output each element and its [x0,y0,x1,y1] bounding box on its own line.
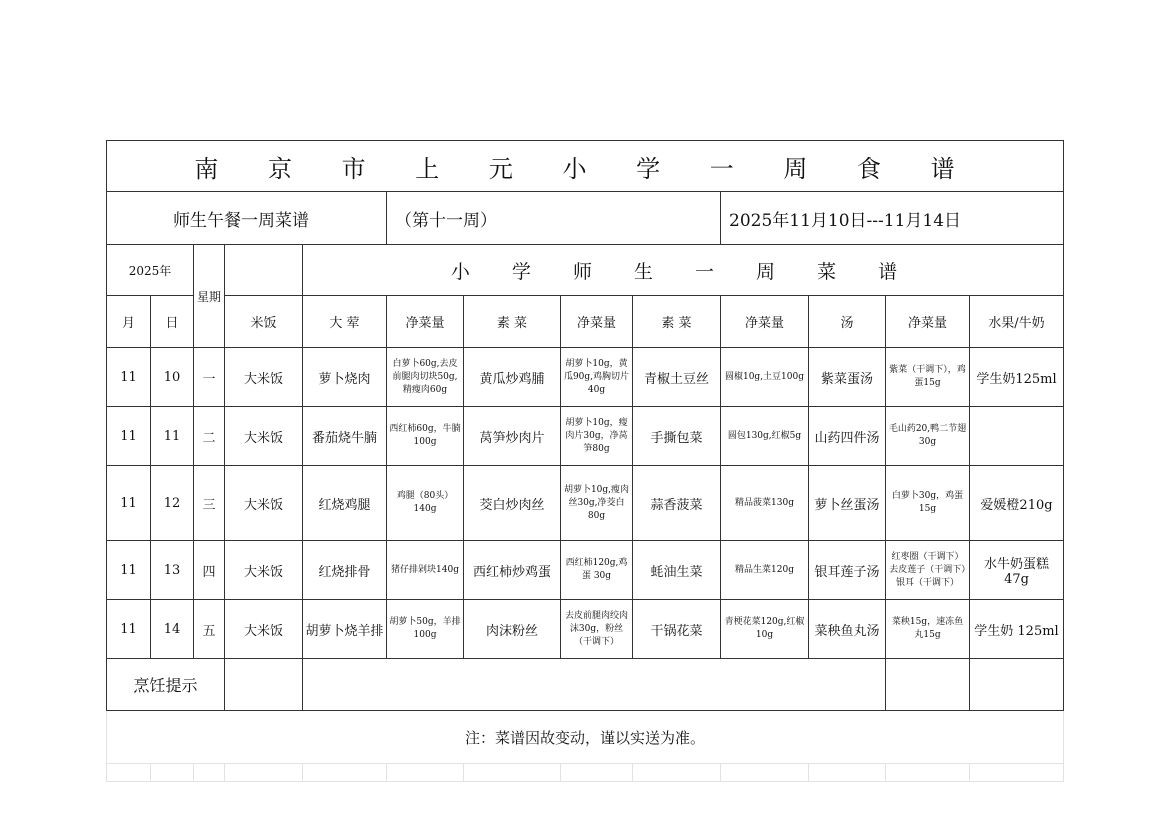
cell-soup-net: 白萝卜30g，鸡蛋15g [886,466,970,541]
cell-soup: 山药四件汤 [809,407,886,466]
cell-rice: 大米饭 [225,407,303,466]
year-label: 2025年 [107,245,194,296]
header-veg-2: 素 菜 [633,296,721,348]
cooking-tip-blank [886,659,970,711]
cell-veg-2-net: 圆椒10g,土豆100g [721,348,809,407]
blank-header-cell [225,245,303,296]
cell-veg-1-net: 胡萝卜10g,瘦肉丝30g,净茭白80g [561,466,633,541]
cell-rice: 大米饭 [225,541,303,600]
cell-day: 11 [151,407,194,466]
cooking-tip-blank [970,659,1064,711]
cell-veg-2: 干锅花菜 [633,600,721,659]
weekday-header: 星期 [194,245,225,348]
table-row [107,407,1064,466]
cell-fruit: 爱媛橙210g [970,466,1064,541]
cell-meat: 胡萝卜烧羊排 [303,600,387,659]
cell-veg-1: 肉沫粉丝 [464,600,561,659]
cooking-tip-blank [225,659,303,711]
cell-soup: 萝卜丝蛋汤 [809,466,886,541]
cell-day: 14 [151,600,194,659]
cell-month: 11 [107,541,151,600]
table-row [107,348,1064,407]
cell-veg-2: 蚝油生菜 [633,541,721,600]
cell-rice: 大米饭 [225,600,303,659]
cell-veg-1-net: 胡萝卜10g，瘦肉片30g，净莴笋80g [561,407,633,466]
cell-soup-net: 红枣圈（干调下）去皮莲子（干调下）银耳（干调下） [886,541,970,600]
table-row [107,466,1064,541]
cell-soup-net: 毛山药20,鸭二节翅30g [886,407,970,466]
cell-meat: 萝卜烧肉 [303,348,387,407]
cell-soup-net: 紫菜（干调下），鸡蛋15g [886,348,970,407]
cell-veg-2-net: 精品生菜120g [721,541,809,600]
cell-month: 11 [107,407,151,466]
cell-soup-net: 菜秧15g，速冻鱼丸15g [886,600,970,659]
cell-meat-net: 白萝卜60g,去皮前腿肉切块50g,精瘦肉60g [387,348,464,407]
cell-soup: 银耳莲子汤 [809,541,886,600]
header-soup: 汤 [809,296,886,348]
cell-veg-2-net: 精品菠菜130g [721,466,809,541]
table-row [107,541,1064,600]
table-row [107,600,1064,659]
cell-veg-1: 茭白炒肉丝 [464,466,561,541]
cell-veg-1: 西红柿炒鸡蛋 [464,541,561,600]
subtitle-date-range: 2025年11月10日---11月14日 [721,192,1064,245]
cell-fruit [970,407,1064,466]
cell-meat: 番茄烧牛腩 [303,407,387,466]
section-title: 小 学 师 生 一 周 菜 谱 [303,245,1064,296]
header-veg-1: 素 菜 [464,296,561,348]
cell-meat: 红烧鸡腿 [303,466,387,541]
cell-veg-2-net: 青梗花菜120g,红椒10g [721,600,809,659]
cell-veg-1-net: 胡萝卜10g，黄瓜90g,鸡胸切片40g [561,348,633,407]
cell-meat-net: 胡萝卜50g，羊排100g [387,600,464,659]
cell-day: 13 [151,541,194,600]
cell-veg-1: 莴笋炒肉片 [464,407,561,466]
cell-month: 11 [107,466,151,541]
cell-soup: 菜秧鱼丸汤 [809,600,886,659]
cell-soup: 紫菜蛋汤 [809,348,886,407]
cell-veg-1: 黄瓜炒鸡脯 [464,348,561,407]
page-title: 南 京 市 上 元 小 学 一 周 食 谱 [107,141,1064,192]
subtitle-left: 师生午餐一周菜谱 [107,192,387,245]
cell-day: 10 [151,348,194,407]
cell-veg-2: 手撕包菜 [633,407,721,466]
cell-rice: 大米饭 [225,466,303,541]
cell-meat-net: 鸡腿（80头）140g [387,466,464,541]
cell-weekday: 三 [194,466,225,541]
cell-meat-net: 猪仔排剁块140g [387,541,464,600]
cooking-tip-label: 烹饪提示 [107,659,225,711]
header-fruit: 水果/牛奶 [970,296,1064,348]
header-net-3: 净菜量 [721,296,809,348]
cell-weekday: 五 [194,600,225,659]
menu-note: 注：菜谱因故变动，谨以实送为准。 [107,711,1064,764]
cooking-tip-content [303,659,886,711]
cell-weekday: 四 [194,541,225,600]
header-day: 日 [151,296,194,348]
cell-month: 11 [107,348,151,407]
header-net-4: 净菜量 [886,296,970,348]
cell-veg-1-net: 西红柿120g,鸡蛋 30g [561,541,633,600]
cell-day: 12 [151,466,194,541]
header-net-2: 净菜量 [561,296,633,348]
blank-row [107,764,1064,782]
header-rice: 米饭 [225,296,303,348]
subtitle-week: （第十一周） [387,192,721,245]
cell-veg-2: 蒜香菠菜 [633,466,721,541]
cell-veg-2: 青椒土豆丝 [633,348,721,407]
cell-month: 11 [107,600,151,659]
header-month: 月 [107,296,151,348]
header-net-1: 净菜量 [387,296,464,348]
cell-meat-net: 西红柿60g，牛腩100g [387,407,464,466]
menu-table [106,140,1064,782]
cell-weekday: 一 [194,348,225,407]
cell-rice: 大米饭 [225,348,303,407]
header-meat: 大 荤 [303,296,387,348]
cell-meat: 红烧排骨 [303,541,387,600]
cell-weekday: 二 [194,407,225,466]
cell-fruit: 学生奶125ml [970,348,1064,407]
cell-fruit: 学生奶 125ml [970,600,1064,659]
cell-veg-1-net: 去皮前腿肉绞肉沫30g，粉丝（干调下） [561,600,633,659]
cell-fruit: 水牛奶蛋糕47g [970,541,1064,600]
cell-veg-2-net: 圆包130g,红椒5g [721,407,809,466]
menu-sheet [106,140,1064,782]
